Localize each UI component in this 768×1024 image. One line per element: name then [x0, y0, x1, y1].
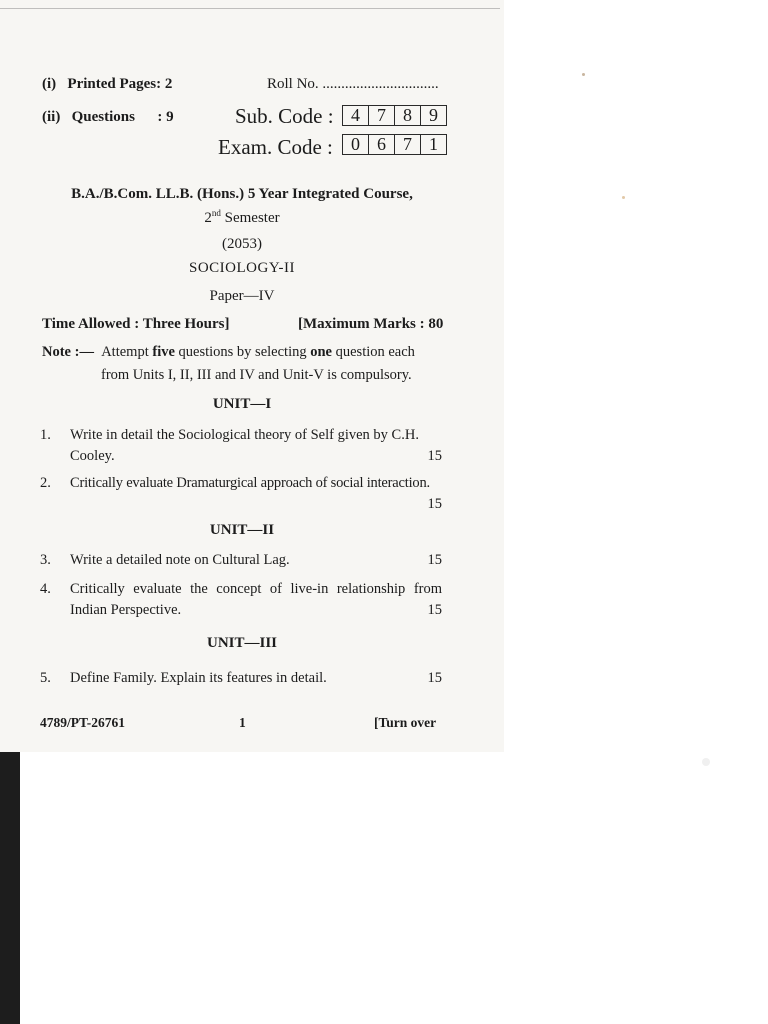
question-number: 2.	[40, 475, 51, 491]
paper-code: 4789/PT-26761	[40, 715, 126, 730]
question-text: Write in detail the Sociological theory of Self given by C.H. Cooley.	[70, 427, 419, 464]
sub-code-digit: 8	[395, 106, 421, 125]
semester-number: 2	[204, 210, 212, 226]
questions-count: (ii) Questions : 9	[42, 109, 174, 125]
note-line-2: from Units I, II, III and IV and Unit-V is compulsory.	[101, 367, 412, 383]
question-item	[40, 668, 442, 690]
question-marks: 15	[427, 602, 442, 618]
exam-code-digit: 6	[369, 135, 395, 154]
question-item	[40, 425, 442, 469]
exam-code-label: Exam. Code :	[218, 135, 333, 159]
sub-code-digit: 7	[369, 106, 395, 125]
scan-dark-edge	[0, 752, 20, 1024]
question-text: Critically evaluate the concept of live-in relationship from Indian Perspective.	[70, 581, 442, 618]
note-prefix: Note :—	[42, 344, 94, 360]
roll-number-field: Roll No. ...............................	[267, 76, 439, 92]
question-marks: 15	[427, 670, 442, 686]
unit-heading: UNIT—III	[206, 635, 278, 651]
exam-code-boxes	[342, 134, 447, 155]
exam-code-digit: 1	[429, 134, 438, 154]
year-code: (2053)	[222, 236, 262, 252]
question-number: 5.	[40, 670, 51, 686]
question-number: 3.	[40, 552, 51, 568]
unit-heading: UNIT—II	[209, 522, 275, 538]
scan-speck	[702, 758, 710, 766]
scan-speck	[622, 196, 625, 199]
paper-number: Paper—IV	[209, 288, 275, 304]
page-number: 1	[239, 715, 246, 730]
note-text: Attempt	[101, 344, 153, 360]
note-emphasis: one	[310, 344, 332, 360]
question-text: Write a detailed note on Cultural Lag.	[70, 552, 290, 568]
question-marks: 15	[427, 496, 442, 512]
question-number: 1.	[40, 427, 51, 443]
semester-word: Semester	[220, 210, 280, 226]
exam-code-digit: 7	[395, 135, 421, 154]
course-title: B.A./B.Com. LL.B. (Hons.) 5 Year Integrated Course,	[71, 186, 413, 202]
question-item	[40, 473, 442, 517]
semester	[0, 208, 484, 227]
note-emphasis: five	[152, 344, 175, 360]
maximum-marks: [Maximum Marks : 80	[298, 316, 444, 332]
note-text: question each	[331, 344, 415, 360]
note-text: questions by selecting	[174, 344, 311, 360]
turn-over-note: [Turn over	[374, 715, 437, 730]
question-text: Critically evaluate Dramaturgical approach of social interaction.	[70, 475, 430, 491]
question-number: 4.	[40, 581, 51, 597]
exam-code-digit: 0	[343, 135, 369, 154]
sub-code-digit: 9	[429, 105, 438, 125]
exam-paper-page	[0, 0, 504, 752]
question-item	[40, 579, 442, 623]
time-allowed: Time Allowed : Three Hours]	[42, 316, 230, 332]
question-text: Define Family. Explain its features in detail.	[70, 670, 327, 686]
printed-pages: (i) Printed Pages: 2	[42, 76, 173, 92]
question-item	[40, 550, 442, 572]
scan-speck	[582, 73, 585, 76]
paper-top-edge	[0, 8, 500, 9]
question-marks: 15	[427, 448, 442, 464]
subject-name: SOCIOLOGY-II	[189, 260, 295, 276]
note-line-1	[42, 344, 415, 361]
semester-suffix: nd	[211, 208, 221, 218]
unit-heading: UNIT—I	[212, 396, 272, 412]
sub-code-digit: 4	[343, 106, 369, 125]
sub-code-label: Sub. Code :	[235, 104, 334, 128]
sub-code-boxes	[342, 105, 447, 126]
question-marks: 15	[427, 552, 442, 568]
